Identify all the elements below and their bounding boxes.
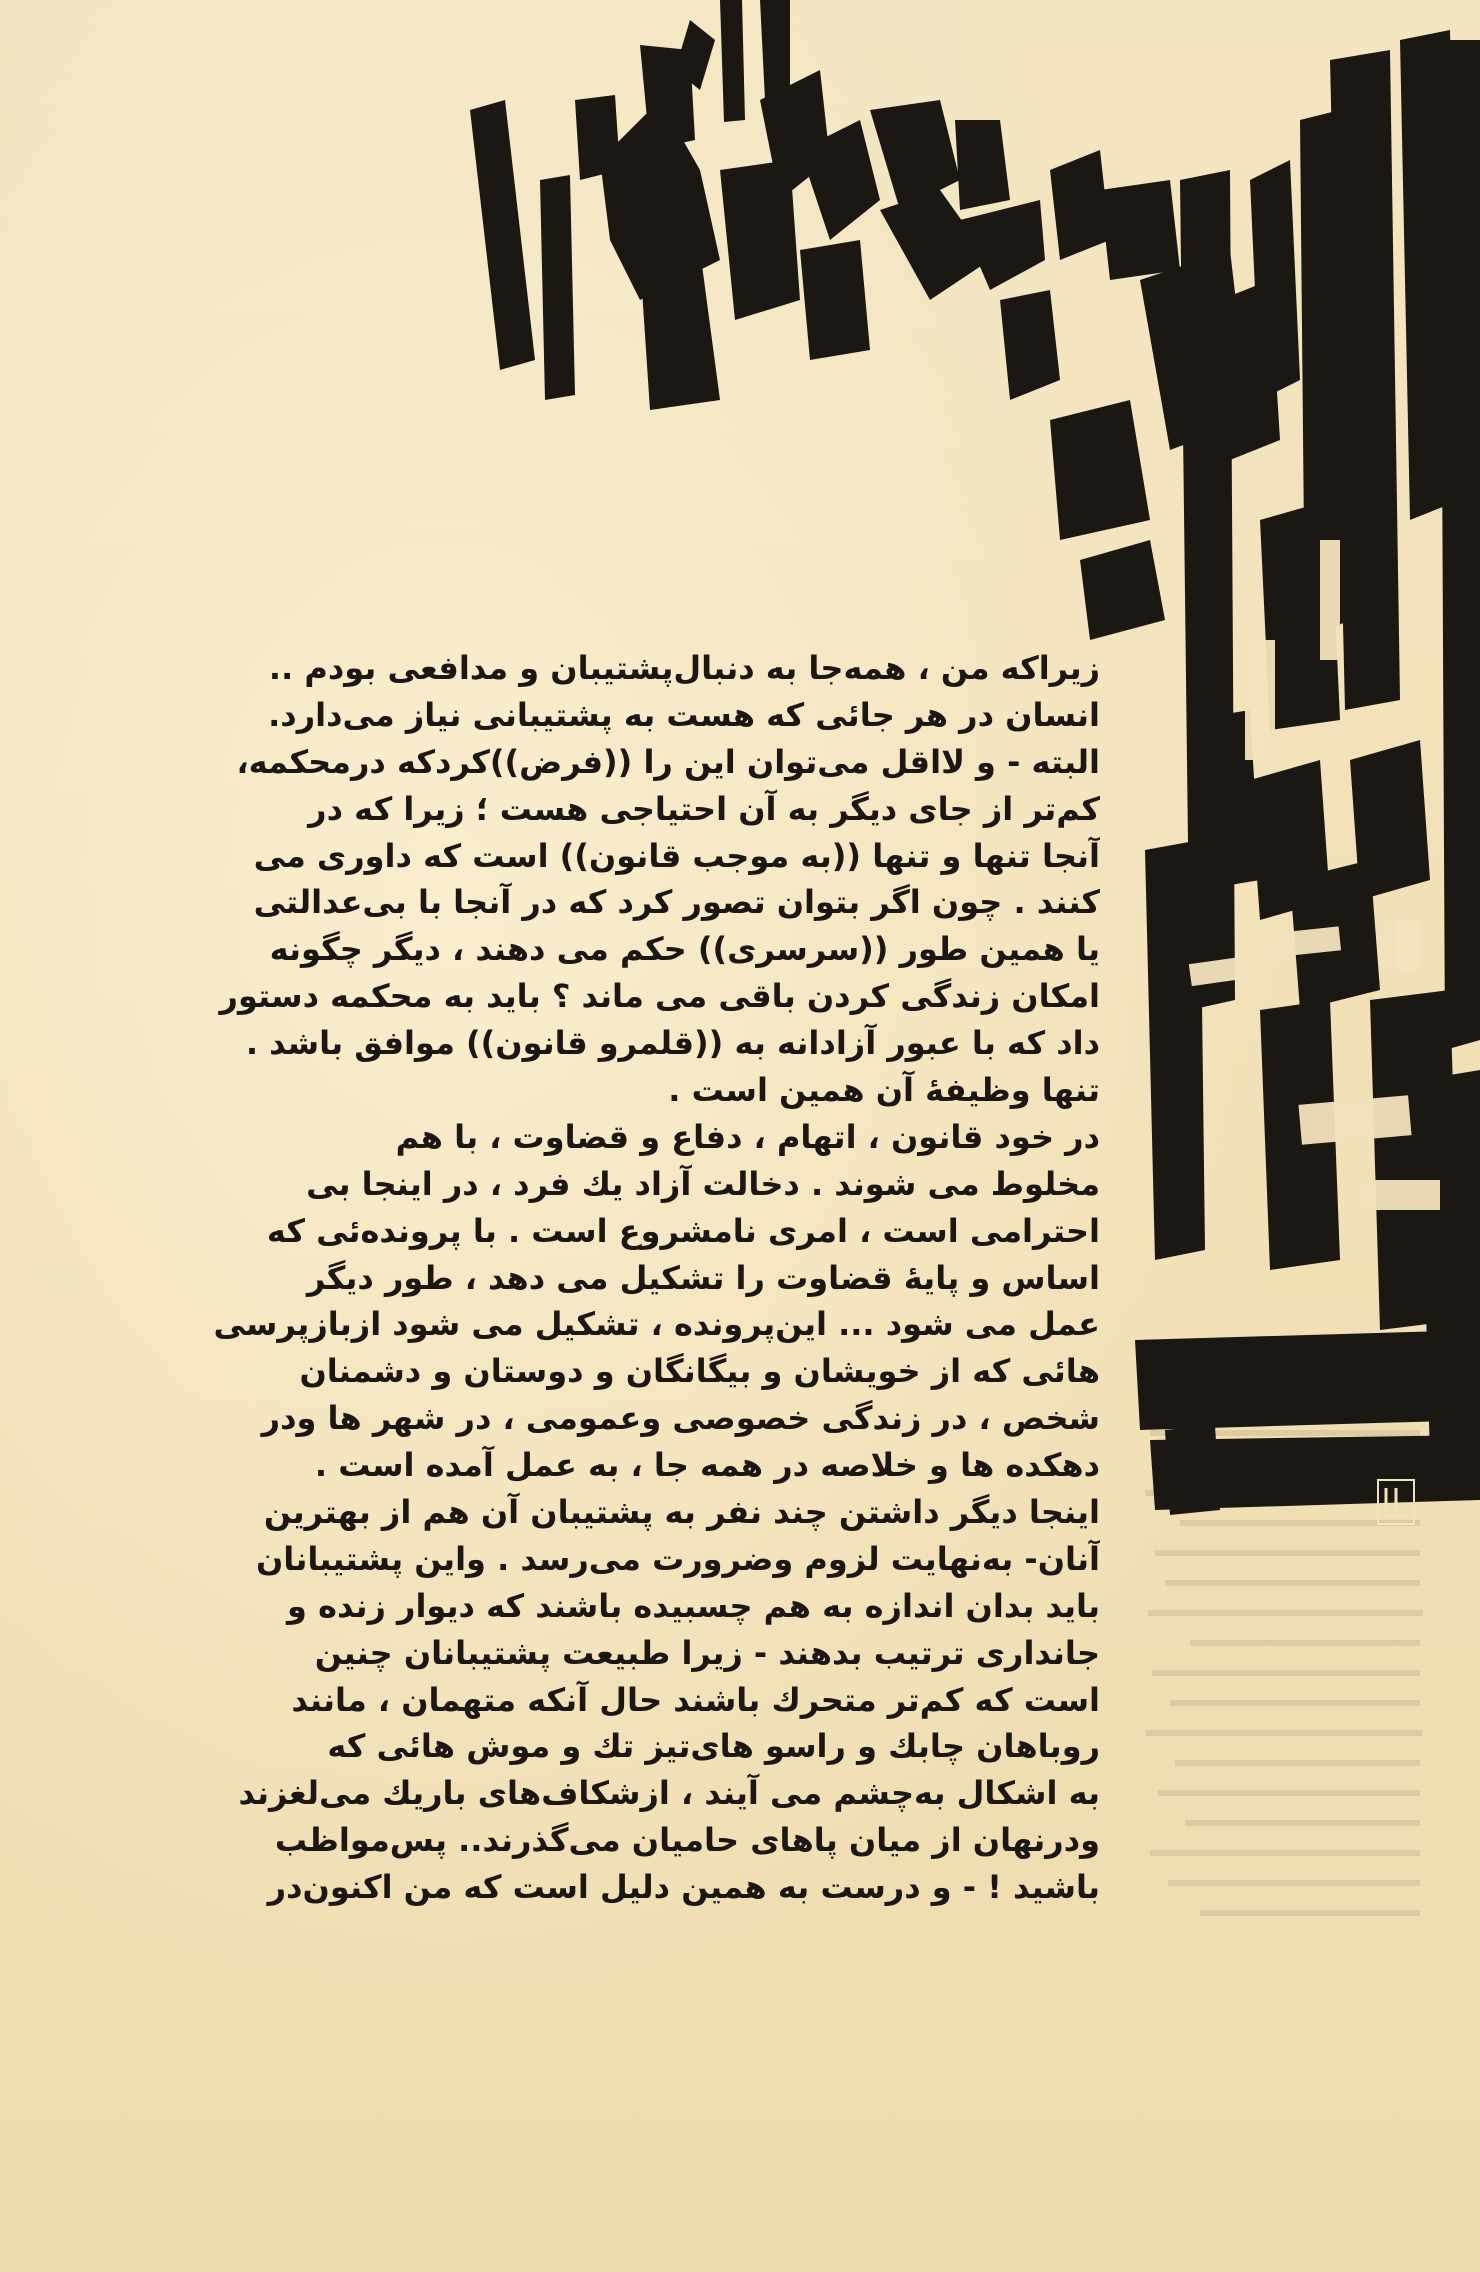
text-line: جانداری ترتیب بدهند - زیرا طبیعت پشتیبانان چنین	[314, 1633, 1100, 1672]
text-line: است که کم‌تر متحرك باشند حال آنکه متهمان ، مانند	[291, 1680, 1100, 1719]
text-line: آنان- به‌نهایت لزوم وضرورت می‌رسد . واین پشتیبانان	[255, 1539, 1100, 1578]
text-line: البته - و لااقل می‌توان این را ((فرض))کردکه درمحکمه،	[236, 742, 1100, 781]
text-line: آنجا تنها و تنها ((به موجب قانون)) است که داوری می	[253, 836, 1100, 875]
text-line: ودرنهان از میان پاهای حامیان می‌گذرند.. پس‌مواظب	[274, 1821, 1100, 1860]
text-line: امکان زندگی کردن باقی می ماند ؟ باید به محکمه دستور	[219, 977, 1100, 1016]
text-line: کم‌تر از جای دیگر به آن احتیاجی هست ؛ زیرا که در	[308, 789, 1100, 828]
text-line: در خود قانون ، اتهام ، دفاع و قضاوت ، با هم	[395, 1117, 1100, 1156]
text-line: شخص ، در زندگی خصوصی وعمومی ، در شهر ها ودر	[261, 1399, 1100, 1438]
text-line: هائی که از خویشان و بیگانگان و دوستان و دشمنان	[299, 1352, 1100, 1391]
text-line: باشید ! - و درست به همین دلیل است که من اکنون‌در	[267, 1868, 1100, 1907]
artist-monogram	[1376, 1478, 1416, 1526]
text-line: اینجا دیگر داشتن چند نفر به پشتیبان آن هم از بهترین	[263, 1493, 1100, 1532]
text-line: انسان در هر جائی که هست به پشتیبانی نیاز می‌دارد.	[268, 695, 1100, 734]
text-line: مخلوط می شوند . دخالت آزاد یك فرد ، در اینجا بی	[306, 1164, 1100, 1203]
text-line: عمل می شود ... این‌پرونده ، تشکیل می شود ازبازپرسی	[213, 1305, 1100, 1344]
text-line: زیراکه من ، همه‌جا به دنبال‌پشتیبان و مدافعی بودم ..	[268, 649, 1100, 687]
text-line: احترامی است ، امری نامشروع است . با پرونده‌ئی که	[266, 1211, 1100, 1250]
text-line: باید بدان اندازه به هم چسبیده باشند که دیوار زنده و	[287, 1586, 1100, 1625]
text-line: به اشکال به‌چشم می آیند ، ازشکاف‌های باریك می‌لغزند	[238, 1774, 1100, 1813]
text-line: روباهان چابك و راسو های‌تیز تك و موش هائی که	[327, 1727, 1100, 1766]
text-line: کنند . چون اگر بتوان تصور کرد که در آنجا با بی‌عدالتی	[253, 883, 1100, 922]
text-line: یا همین طور ((سرسری)) حکم می دهند ، دیگر چگونه	[269, 930, 1100, 969]
text-line: دهکده ها و خلاصه در همه جا ، به عمل آمده است .	[314, 1446, 1100, 1485]
text-line: اساس و پایهٔ قضاوت را تشکیل می دهد ، طور دیگر	[306, 1258, 1100, 1297]
text-line: تنها وظیفهٔ آن همین است .	[668, 1071, 1100, 1110]
article-body	[130, 645, 1100, 1911]
text-line: داد که با عبور آزادانه به ((قلمرو قانون)) موافق باشد .	[245, 1024, 1100, 1063]
